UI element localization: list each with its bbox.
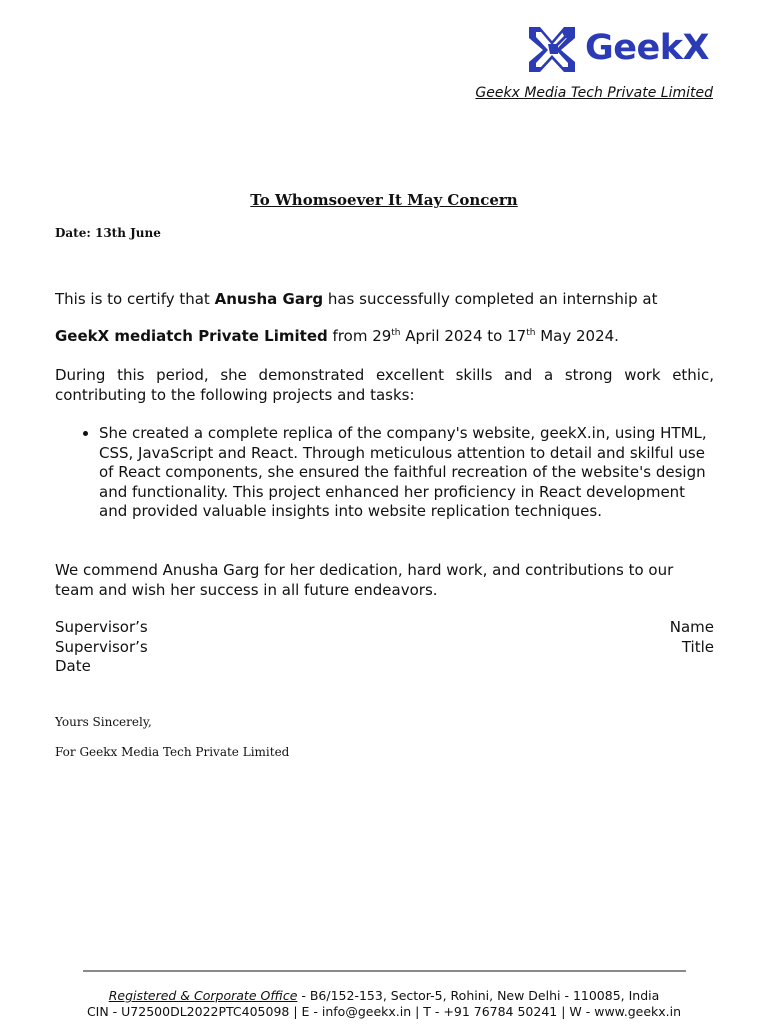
company-subtitle: Geekx Media Tech Private Limited: [475, 85, 713, 101]
signature-date-label: Date: [55, 657, 91, 675]
intro-suffix: has successfully completed an internship at: [323, 290, 658, 308]
period-to-suffix: May 2024.: [535, 327, 619, 345]
period-paragraph: During this period, she demonstrated excellent skills and a strong work ethic, contributing to the following projects and tasks:: [55, 366, 714, 404]
letter-title: [0, 191, 768, 209]
office-address: - B6/152-153, Sector-5, Rohini, New Delhi - 110085, India: [297, 988, 660, 1003]
footer-divider: [83, 970, 686, 972]
supervisor-name-label: Name: [669, 618, 714, 636]
letter-title-text: To Whomsoever It May Concern: [250, 191, 518, 209]
period-line: [55, 327, 714, 347]
period-to-sup: th: [526, 328, 536, 338]
supervisor-label-1: Supervisor’s: [55, 618, 148, 636]
signature-row-3: [55, 657, 714, 677]
list-item: • She created a complete replica of the company's website, geekX.in, using HTML, CSS, JavaScript and React. Through meticulous attention to detail and skilful use of React components, she ensured the faithful recreation of the website's design and functionality. This project enhanced her proficiency in React development and provided valuable insights into website replication techniques.: [99, 424, 714, 522]
period-from-suffix: April 2024 to 17: [400, 327, 527, 345]
commendation-paragraph: We commend Anusha Garg for her dedication, hard work, and contributions to our team and wish her success in all future endeavors.: [55, 561, 674, 599]
geekx-logo-icon: [526, 24, 578, 74]
intro-prefix: This is to certify that: [55, 290, 215, 308]
supervisor-label-2: Supervisor’s: [55, 638, 148, 656]
letter-date: Date: 13th June: [55, 226, 161, 240]
intern-name: Anusha Garg: [214, 290, 324, 308]
intro-line: [55, 290, 714, 310]
supervisor-title-label: Title: [681, 638, 714, 656]
footer-contact: CIN - U72500DL2022PTC405098 | E - info@geekx.in | T - +91 76784 50241 | W - www.geekx.in: [86, 1004, 682, 1019]
project-list: [55, 424, 714, 522]
period-from-prefix: from 29: [327, 327, 392, 345]
period-from-sup: th: [391, 328, 401, 338]
office-label: Registered & Corporate Office: [108, 988, 298, 1003]
org-name: GeekX mediatch Private Limited: [55, 327, 328, 345]
closing-org: For Geekx Media Tech Private Limited: [55, 745, 290, 759]
signature-row-1: [55, 618, 714, 638]
footer-address: [0, 988, 768, 1004]
signature-row-2: [55, 638, 714, 658]
company-logo: [526, 24, 716, 74]
logo-wordmark: GeekX: [585, 28, 709, 68]
closing: Yours Sincerely,: [55, 715, 152, 729]
